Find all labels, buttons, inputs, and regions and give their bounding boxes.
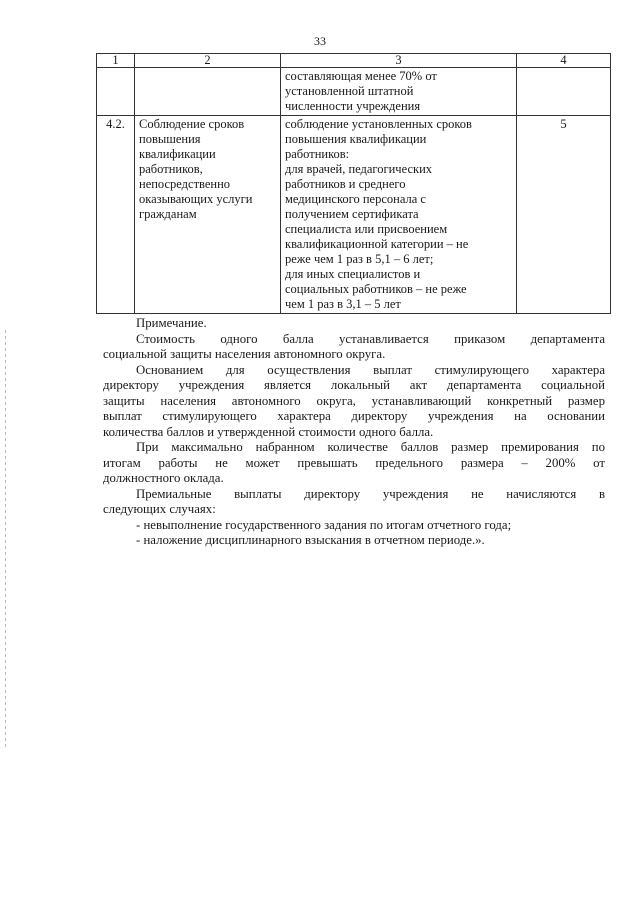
condition-line: социальных работников – не реже (285, 282, 467, 296)
condition-line: численности учреждения (285, 99, 421, 113)
continued-points-cell (517, 68, 611, 116)
note-paragraph-line: социальной защиты населения автономного округа. (103, 347, 386, 361)
condition-line: установленной штатной (285, 84, 414, 98)
criterion-cell (135, 116, 281, 314)
criterion-line: Соблюдение сроков (139, 117, 245, 131)
header-col-4: 4 (517, 54, 611, 68)
condition-line: специалиста или присвоением (285, 222, 448, 236)
criterion-line: повышения (139, 132, 201, 146)
note-paragraph-line: должностного оклада. (103, 471, 224, 485)
criterion-line: оказывающих услуги (139, 192, 253, 206)
condition-line: чем 1 раз в 3,1 – 5 лет (285, 297, 401, 311)
criterion-line: работников, (139, 162, 203, 176)
condition-line: реже чем 1 раз в 5,1 – 6 лет; (285, 252, 434, 266)
condition-cell (281, 116, 517, 314)
criterion-line: квалификации (139, 147, 216, 161)
note-paragraph-line: Премиальные выплаты директору учреждения не начисляются в (136, 486, 605, 501)
condition-line: работников и среднего (285, 177, 406, 191)
condition-line: получением сертификата (285, 207, 419, 221)
criterion-line: гражданам (139, 207, 197, 221)
criteria-table (96, 53, 611, 314)
note-bullet: - наложение дисциплинарного взыскания в отчетном периоде.». (136, 533, 485, 547)
note-bullet: - невыполнение государственного задания по итогам отчетного года; (136, 517, 512, 532)
notes-section (103, 316, 605, 549)
note-paragraph-line: итогам работы не может превышать предельного размера – 200% от (103, 455, 605, 470)
note-paragraph-line: Основанием для осуществления выплат стимулирующего характера (136, 362, 605, 377)
condition-line: для иных специалистов и (285, 267, 421, 281)
note-paragraph-line: Стоимость одного балла устанавливается приказом департамента (136, 331, 605, 346)
points-cell: 5 (517, 116, 611, 314)
condition-line: квалификационной категории – не (285, 237, 469, 251)
note-paragraph-line: При максимально набранном количестве баллов размер премирования по (136, 440, 605, 454)
note-paragraph-line: директору учреждения является локальный акт департамента социальной (103, 378, 605, 392)
condition-line: работников: (285, 147, 350, 161)
note-paragraph-line: следующих случаях: (103, 502, 216, 516)
condition-line: соблюдение установленных сроков (285, 117, 472, 131)
scan-margin-dots (5, 330, 6, 750)
table-row-4-2 (97, 116, 611, 314)
continued-condition-cell (281, 68, 517, 116)
header-col-3: 3 (281, 54, 517, 68)
header-col-2: 2 (135, 54, 281, 68)
note-paragraph-line: защиты населения автономного округа, устанавливающий конкретный размер (103, 393, 605, 408)
table-header-row (97, 54, 611, 68)
table-row-continued (97, 68, 611, 116)
page-number: 33 (314, 34, 326, 48)
condition-line: повышения квалификации (285, 132, 427, 146)
condition-line: составляющая менее 70% от (285, 69, 437, 83)
note-paragraph-line: выплат стимулирующего характера директору учреждения на основании (103, 409, 605, 423)
header-col-1: 1 (97, 54, 135, 68)
continued-number-cell (97, 68, 135, 116)
notes-heading: Примечание. (136, 316, 207, 330)
condition-line: медицинского персонала с (285, 192, 426, 206)
note-paragraph-line: количества баллов и утвержденной стоимости одного балла. (103, 424, 434, 439)
continued-criterion-cell (135, 68, 281, 116)
condition-line: для врачей, педагогических (285, 162, 433, 176)
row-number-cell: 4.2. (97, 116, 135, 314)
criterion-line: непосредственно (139, 177, 231, 191)
